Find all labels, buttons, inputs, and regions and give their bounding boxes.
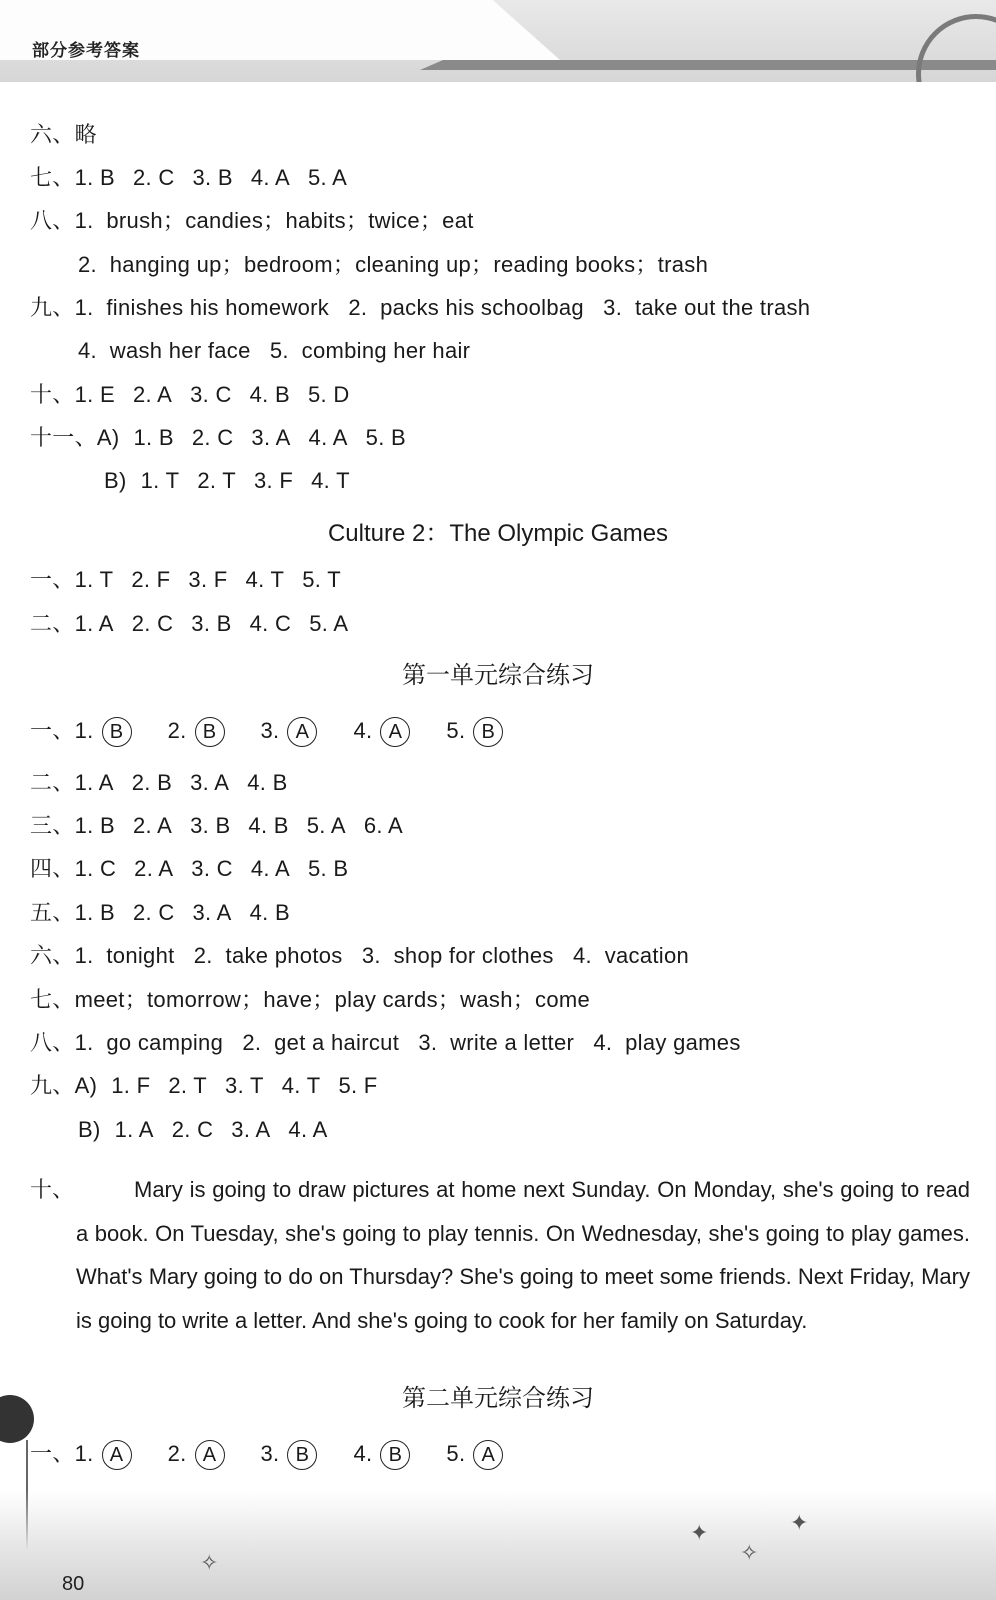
answer-item: 2. A [134,856,174,881]
answer-pairs [134,425,425,450]
question-number: 5. [446,1441,466,1466]
answer-item: 3. A [231,1117,271,1142]
answer-item: 2. B [131,770,173,795]
answer-item: 2. C [191,425,234,450]
answer-item: 1. A [114,1117,154,1142]
answer-item: 6. A [363,813,404,838]
answer-item: 3. B [191,611,232,636]
answer-item: 5. B [365,425,407,450]
answer-pairs [115,1117,346,1142]
item-label: 九、 [30,295,75,320]
question-number: 3. [260,718,280,743]
answer-pairs [75,856,367,881]
answer-pairs [75,382,368,407]
answer-item: 1. F [111,1073,151,1098]
circled-answer-item [446,1439,503,1470]
unit1-line-8 [30,1028,741,1058]
circled-option: B [473,717,503,747]
circled-option: B [195,717,225,747]
answer-line-9a [30,293,810,323]
circled-answers [75,1441,540,1466]
unit1-line-6 [30,941,689,971]
answer-item: 4. T [281,1073,321,1098]
answer-item: 1. T [140,468,180,493]
answer-item: 3. B [190,813,231,838]
answer-pairs [111,1073,395,1098]
circled-answer-item [75,716,132,747]
answer-pairs [75,770,306,795]
item-label: 一、 [30,1441,75,1466]
question-number: 2. [167,1441,187,1466]
circled-option: B [380,1440,410,1470]
answer-item: 1. A [74,611,114,636]
unit2-line-1 [30,1439,539,1470]
answer-item: 5. B [307,856,349,881]
answer-item: 3. T [225,1073,264,1098]
answer-item: 4. B [249,382,290,407]
question-number: 4. [353,1441,373,1466]
culture-line-2 [30,609,366,639]
answer-item: 1. B [74,165,115,190]
answer-item: 1. C [74,856,117,881]
answer-item: 2. F [131,567,171,592]
answer-line-7 [30,163,365,193]
answer-item: 3. C [191,856,233,881]
answer-item: 1. T [74,567,114,592]
item-label: 八、 [30,1030,75,1055]
answer-item: 2. C [132,165,175,190]
question-number: 2. [167,718,187,743]
star-icon: ✧ [200,1550,219,1575]
answer-pairs [75,813,421,838]
star-icon: ✦ [790,1510,809,1535]
answer-line-8b [78,250,708,280]
answer-item: 4. A [250,856,290,881]
question-number: 5. [446,718,466,743]
circled-answer-item [168,716,225,747]
unit1-line-2 [30,768,306,798]
answer-item: 4. B [249,900,290,925]
circled-answer-item [446,716,503,747]
answer-item: 4. T [311,468,350,493]
star-icon: ✦ [690,1520,709,1545]
answer-item: 3. A [190,770,230,795]
answer-line-11b [104,466,368,496]
answer-item: 3. C [190,382,232,407]
answer-item: 3. B [192,165,233,190]
unit1-line-3 [30,811,421,841]
item-label: 一、 [30,567,75,592]
item-text: 略 [74,122,97,147]
answer-item: 5. T [302,567,341,592]
answer-item: 1. B [133,425,174,450]
circled-answer-item [261,1439,318,1470]
answer-item: 2. C [171,1117,214,1142]
answer-item: 4. A [250,165,290,190]
unit1-line-7 [30,985,590,1015]
unit1-line-5 [30,898,308,928]
circled-answer-item [75,1439,132,1470]
item-text: 4. wash her face 5. combing her hair [78,338,471,363]
unit1-line-1 [30,716,539,747]
sub-prefix: A) [96,425,120,450]
item-label: 四、 [30,856,75,881]
answer-item: 2. C [132,900,175,925]
answer-item: 1. B [74,813,115,838]
answer-item: 5. A [309,611,349,636]
answer-item: 3. F [188,567,228,592]
unit1-line-9a [30,1071,396,1101]
answer-item: 4. A [288,1117,328,1142]
page-footer [0,1490,996,1600]
circled-option: A [380,717,410,747]
answer-item: 5. F [338,1073,378,1098]
item-label: 二、 [30,770,75,795]
circled-option: B [287,1440,317,1470]
answer-item: 1. B [74,900,115,925]
unit1-line-4 [30,854,366,884]
unit1-line-10 [30,1168,970,1342]
circled-answer-item [168,1439,225,1470]
answer-pairs [75,900,308,925]
item-label: 八、 [30,208,75,233]
sub-prefix: A) [74,1073,98,1098]
answer-item: 1. A [74,770,114,795]
star-icon: ✧ [740,1540,759,1565]
item-text: 1. go camping 2. get a haircut 3. write a letter 4. play games [74,1030,741,1055]
circled-option: A [195,1440,225,1470]
section-heading-unit2: 第二单元综合练习 [402,1385,594,1412]
circled-answers [75,718,540,743]
answer-item: 4. B [247,770,288,795]
answer-item: 2. T [197,468,237,493]
answer-item: 4. B [248,813,289,838]
answer-item: 4. A [308,425,348,450]
item-label: 九、 [30,1073,75,1098]
circled-option: A [287,717,317,747]
circled-answer-item [261,716,318,747]
answer-item: 5. A [306,813,346,838]
circled-answer-item [353,716,410,747]
answer-item: 4. T [245,567,285,592]
answer-line-9b [78,336,470,366]
item-text: 1. brush；candies；habits；twice；eat [74,208,474,233]
question-number: 4. [353,718,373,743]
item-label: 一、 [30,718,75,743]
answer-pairs [75,567,359,592]
answer-pairs [75,611,367,636]
answer-item: 2. A [132,382,173,407]
item-label: 六、 [30,122,75,147]
answer-line-6 [30,120,97,150]
question-number: 1. [74,718,94,743]
circled-option: A [102,1440,132,1470]
sub-prefix: B) [104,468,127,493]
section-heading-unit1: 第一单元综合练习 [402,662,594,689]
answer-line-10 [30,380,368,410]
section-heading-culture: Culture 2：The Olympic Games [327,520,669,547]
culture-line-1 [30,565,359,595]
answer-item: 1. E [74,382,115,407]
question-number: 3. [260,1441,280,1466]
answer-item: 4. C [249,611,292,636]
answer-item: 2. T [168,1073,208,1098]
item-label: 十一、 [30,425,97,450]
item-label: 二、 [30,611,75,636]
writing-passage: Mary is going to draw pictures at home next Sunday. On Monday, she's going to read a book. On Tuesday, she's going to play tennis. On Wednesday, she's going to play games. What's Mary going to do on Thursday? She's going to meet some friends. Next Friday, Mary is going to write a letter. And she's going to cook for her family on Saturday. [76,1177,970,1333]
answer-pairs [75,165,366,190]
item-text: 1. finishes his homework 2. packs his schoolbag 3. take out the trash [74,295,811,320]
sub-prefix: B) [78,1117,101,1142]
circled-option: B [102,717,132,747]
answer-item: 2. A [132,813,173,838]
item-label: 七、 [30,165,75,190]
item-label: 六、 [30,943,75,968]
answer-pairs [141,468,368,493]
page-number: 80 [62,1573,85,1595]
circled-answer-item [353,1439,410,1470]
item-text: 2. hanging up；bedroom；cleaning up；reading books；trash [78,252,709,277]
answer-item: 5. D [307,382,350,407]
item-text: 1. tonight 2. take photos 3. shop for clothes 4. vacation [74,943,690,968]
header-title: 部分参考答案 [32,41,140,60]
item-label: 五、 [30,900,75,925]
item-label: 十、 [30,1177,75,1202]
answer-item: 5. A [307,165,348,190]
answer-item: 3. A [192,900,232,925]
answer-line-8a [30,206,474,236]
item-label: 三、 [30,813,75,838]
answer-line-11a [30,423,424,453]
answer-item: 3. F [254,468,294,493]
answer-item: 2. C [131,611,174,636]
item-text: meet；tomorrow；have；play cards；wash；come [74,987,591,1012]
unit1-line-9b [78,1115,346,1145]
answer-item: 3. A [251,425,291,450]
item-label: 十、 [30,382,75,407]
circled-option: A [473,1440,503,1470]
question-number: 1. [74,1441,94,1466]
item-label: 七、 [30,987,75,1012]
